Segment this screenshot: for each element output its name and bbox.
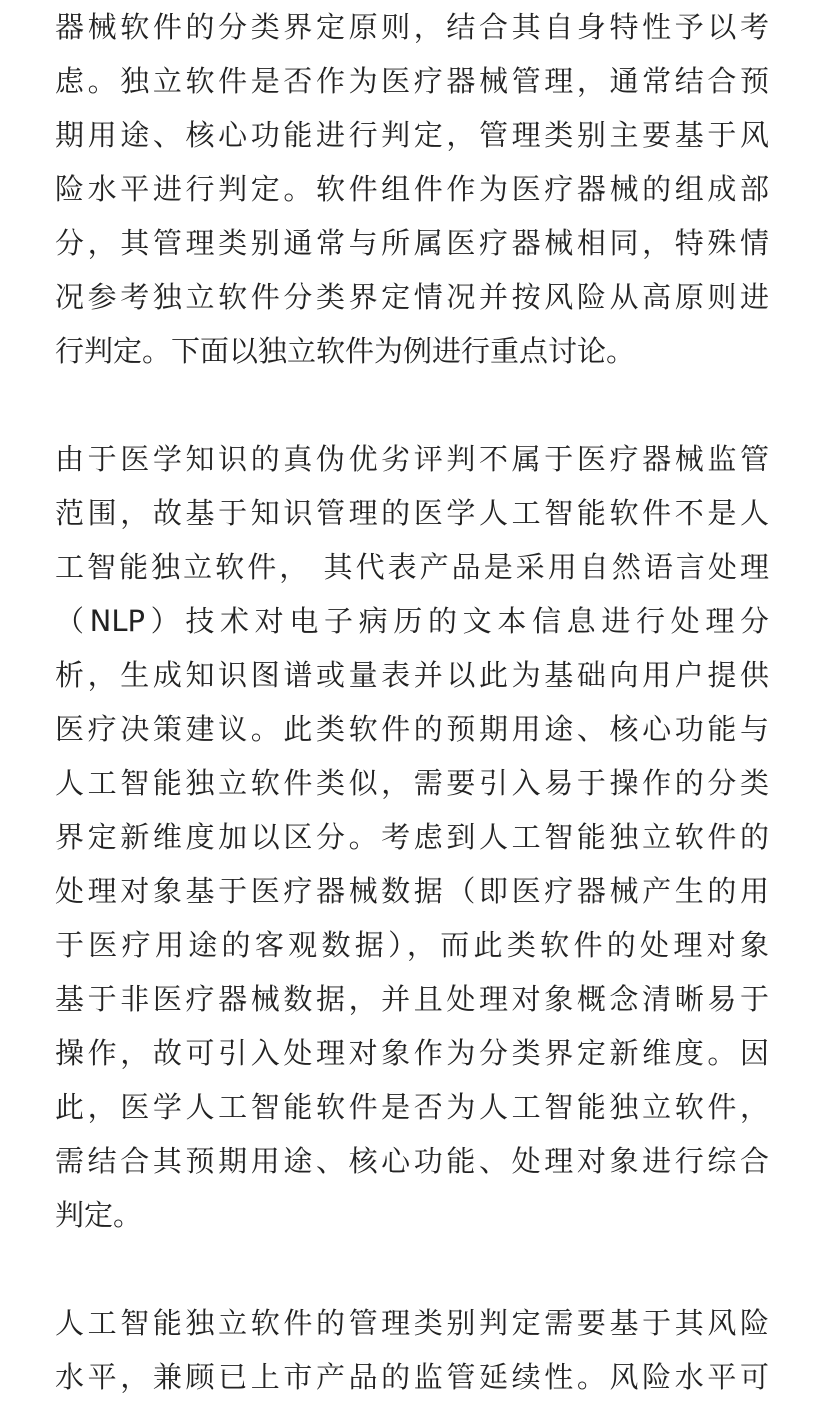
text-line: 界定新维度加以区分。考虑到人工智能独立软件的 <box>55 820 769 854</box>
text-line: 器械软件的分类界定原则，结合其自身特性予以考 <box>55 10 769 44</box>
paragraph-software-classification <box>55 0 769 378</box>
text-line: 况参考独立软件分类界定情况并按风险从高原则进 <box>55 280 769 314</box>
text-line: 人工智能独立软件类似，需要引入易于操作的分类 <box>55 766 769 800</box>
text-line: 医疗决策建议。此类软件的预期用途、核心功能与 <box>55 712 769 746</box>
paragraph-management-category <box>55 1296 769 1404</box>
text-line: 险水平进行判定。软件组件作为医疗器械的组成部 <box>55 172 769 206</box>
text-line: 期用途、核心功能进行判定，管理类别主要基于风 <box>55 118 769 152</box>
text-line: 需结合其预期用途、核心功能、处理对象进行综合 <box>55 1144 769 1178</box>
text-line: 水平，兼顾已上市产品的监管延续性。风险水平可 <box>55 1360 769 1394</box>
paragraph-knowledge-management <box>55 432 769 1242</box>
text-line: 判定。 <box>55 1198 143 1232</box>
text-line: 行判定。下面以独立软件为例进行重点讨论。 <box>55 334 636 368</box>
text-line: 处理对象基于医疗器械数据（即医疗器械产生的用 <box>55 874 769 908</box>
text-line: 人工智能独立软件的管理类别判定需要基于其风险 <box>55 1306 769 1340</box>
text-line: 由于医学知识的真伪优劣评判不属于医疗器械监管 <box>55 442 769 476</box>
text-line: （NLP）技术对电子病历的文本信息进行处理分 <box>55 604 769 638</box>
text-line: 虑。独立软件是否作为医疗器械管理，通常结合预 <box>55 64 769 98</box>
text-line: 此，医学人工智能软件是否为人工智能独立软件， <box>55 1090 769 1124</box>
article-body <box>55 0 769 1404</box>
text-line: 范围，故基于知识管理的医学人工智能软件不是人 <box>55 496 769 530</box>
text-line: 于医疗用途的客观数据），而此类软件的处理对象 <box>55 928 769 962</box>
text-line: 基于非医疗器械数据，并且处理对象概念清晰易于 <box>55 982 769 1016</box>
text-line: 操作，故可引入处理对象作为分类界定新维度。因 <box>55 1036 769 1070</box>
text-line: 析，生成知识图谱或量表并以此为基础向用户提供 <box>55 658 769 692</box>
text-line: 工智能独立软件， 其代表产品是采用自然语言处理 <box>55 550 769 584</box>
text-line: 分，其管理类别通常与所属医疗器械相同，特殊情 <box>55 226 769 260</box>
